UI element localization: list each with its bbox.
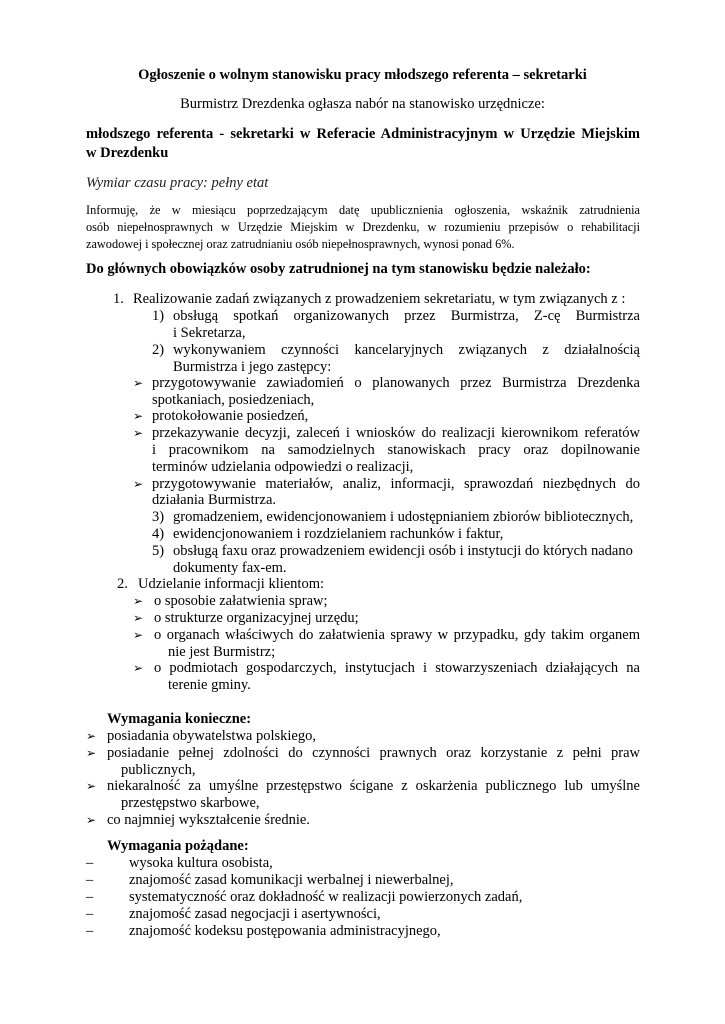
list-item: co najmniej wykształcenie średnie.: [107, 812, 310, 828]
list-item: obsługą spotkań organizowanych przez Burmistrza, Z-cę Burmistrza: [173, 308, 640, 324]
list-item: Udzielanie informacji klientom:: [138, 576, 325, 592]
list-item: systematyczność oraz dokładność w realizacji powierzonych zadań,: [129, 889, 523, 905]
list-item: publicznych,: [121, 762, 196, 778]
list-item: o organach właściwych do załatwienia sprawy w przypadku, gdy takim organem: [154, 627, 640, 643]
list-item: spotkaniach, posiedzeniach,: [152, 392, 315, 408]
arrow-bullet-icon: ➢: [86, 746, 97, 760]
list-number: 1): [152, 308, 165, 324]
arrow-bullet-icon: ➢: [86, 779, 97, 793]
list-item: przestępstwo skarbowe,: [121, 795, 260, 811]
position-line: młodszego referenta - sekretarki w Referacie Administracyjnym w Urzędzie Miejskim: [86, 126, 640, 142]
list-item: obsługą faxu oraz prowadzeniem ewidencji osób i instytucji do których nadano: [173, 543, 633, 559]
info-line: osób niepełnosprawnych w Urzędzie Miejskim w Drezdenku, w rozumieniu przepisów o rehabilitacji: [86, 220, 640, 234]
list-item: działania Burmistrza.: [152, 492, 277, 508]
list-item: wysoka kultura osobista,: [129, 855, 273, 871]
dash-bullet: –: [86, 923, 94, 939]
list-item: gromadzeniem, ewidencjonowaniem i udostępnianiem zbiorów bibliotecznych,: [173, 509, 634, 525]
list-item: o sposobie załatwienia spraw;: [154, 593, 328, 609]
list-item: terminów udzielania odpowiedzi o realizacji,: [152, 459, 414, 475]
list-item: niekaralność za umyślne przestępstwo ścigane z oskarżenia publicznego lub umyślne: [107, 778, 640, 794]
arrow-bullet-icon: ➢: [133, 661, 144, 675]
work-time: Wymiar czasu pracy: pełny etat: [86, 175, 269, 191]
list-item: wykonywaniem czynności kancelaryjnych związanych z działalnością: [173, 342, 640, 358]
list-number: 5): [152, 543, 165, 559]
list-number: 4): [152, 526, 165, 542]
list-item: przekazywanie decyzji, zaleceń i wniosków do realizacji kierownikom referatów: [152, 425, 640, 441]
list-number: 2): [152, 342, 165, 358]
list-number: 2.: [117, 576, 128, 592]
list-item: terenie gminy.: [168, 677, 251, 693]
info-line: Informuję, że w miesiącu poprzedzającym datę upublicznienia ogłoszenia, wskaźnik zatrudnienia: [86, 203, 640, 217]
arrow-bullet-icon: ➢: [86, 813, 97, 827]
list-item: posiadania obywatelstwa polskiego,: [107, 728, 316, 744]
list-item: przygotowywanie materiałów, analiz, informacji, sprawozdań niezbędnych do: [152, 476, 640, 492]
list-item: znajomość zasad komunikacji werbalnej i niewerbalnej,: [129, 872, 454, 888]
dash-bullet: –: [86, 889, 94, 905]
position-line: w Drezdenku: [86, 145, 169, 161]
list-item: przygotowywanie zawiadomień o planowanych przez Burmistrza Drezdenka: [152, 375, 640, 391]
list-item: Burmistrza i jego zastępcy:: [173, 359, 332, 375]
arrow-bullet-icon: ➢: [133, 409, 144, 423]
arrow-bullet-icon: ➢: [133, 611, 144, 625]
list-item: o podmiotach gospodarczych, instytucjach i stowarzyszeniach działających na: [154, 660, 640, 676]
list-item: znajomość zasad negocjacji i asertywności,: [129, 906, 381, 922]
desired-heading: Wymagania pożądane:: [107, 838, 249, 854]
required-heading: Wymagania konieczne:: [107, 711, 252, 727]
list-item: ewidencjonowaniem i rozdzielaniem rachunków i faktur,: [173, 526, 504, 542]
dash-bullet: –: [86, 855, 94, 871]
list-item: dokumenty fax-em.: [173, 560, 287, 576]
duties-heading: Do głównych obowiązków osoby zatrudnionej na tym stanowisku będzie należało:: [86, 261, 591, 277]
arrow-bullet-icon: ➢: [133, 376, 144, 390]
list-number: 1.: [113, 291, 124, 307]
list-item: posiadanie pełnej zdolności do czynności prawnych oraz korzystanie z pełni praw: [107, 745, 640, 761]
list-item: nie jest Burmistrz;: [168, 644, 276, 660]
list-item: protokołowanie posiedzeń,: [152, 408, 309, 424]
list-item: o strukturze organizacyjnej urzędu;: [154, 610, 359, 626]
announcement-subtitle: Burmistrz Drezdenka ogłasza nabór na stanowisko urzędnicze:: [180, 96, 545, 112]
list-item: i Sekretarza,: [173, 325, 246, 341]
arrow-bullet-icon: ➢: [133, 477, 144, 491]
list-item: znajomość kodeksu postępowania administracyjnego,: [129, 923, 441, 939]
dash-bullet: –: [86, 872, 94, 888]
document-title: Ogłoszenie o wolnym stanowisku pracy młodszego referenta – sekretarki: [138, 67, 587, 83]
arrow-bullet-icon: ➢: [86, 729, 97, 743]
employment-info: [86, 202, 640, 253]
arrow-bullet-icon: ➢: [133, 426, 144, 440]
arrow-bullet-icon: ➢: [133, 594, 144, 608]
info-line: zawodowej i społecznej oraz zatrudnianiu osób niepełnosprawnych, wynosi ponad 6%.: [86, 237, 515, 251]
list-item: i pracownikom na samodzielnych stanowiskach pracy oraz dopilnowanie: [152, 442, 640, 458]
arrow-bullet-icon: ➢: [133, 628, 144, 642]
list-item: Realizowanie zadań związanych z prowadzeniem sekretariatu, w tym związanych z :: [133, 291, 626, 307]
list-number: 3): [152, 509, 165, 525]
position-name: [86, 125, 640, 163]
dash-bullet: –: [86, 906, 94, 922]
